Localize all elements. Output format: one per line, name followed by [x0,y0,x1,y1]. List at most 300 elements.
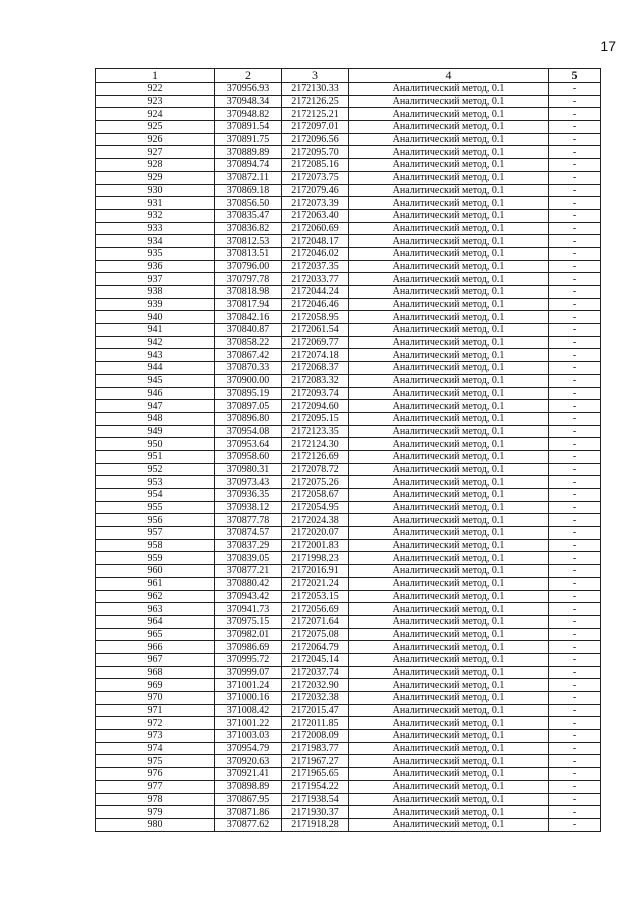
cell-y-coordinate: 2172015.47 [282,704,349,717]
cell-method: Аналитический метод, 0.1 [349,780,549,793]
cell-y-coordinate: 2172046.02 [282,247,349,260]
cell-point-number: 949 [96,425,215,438]
cell-x-coordinate: 370877.21 [215,565,282,578]
cell-point-number: 956 [96,514,215,527]
cell-point-number: 938 [96,286,215,299]
cell-point-number: 953 [96,476,215,489]
cell-x-coordinate: 370954.08 [215,425,282,438]
cell-note: - [549,565,601,578]
cell-point-number: 943 [96,349,215,362]
cell-y-coordinate: 2172123.35 [282,425,349,438]
table-row [96,539,601,552]
header-col-4: 4 [349,69,549,83]
cell-point-number: 951 [96,450,215,463]
cell-note: - [549,742,601,755]
header-col-1: 1 [96,69,215,83]
table-row [96,235,601,248]
cell-method: Аналитический метод, 0.1 [349,108,549,121]
table-row [96,666,601,679]
table-row [96,425,601,438]
cell-y-coordinate: 2172073.39 [282,197,349,210]
cell-point-number: 931 [96,197,215,210]
cell-y-coordinate: 2171954.22 [282,780,349,793]
table-row [96,311,601,324]
cell-y-coordinate: 2172063.40 [282,209,349,222]
table-row [96,463,601,476]
cell-note: - [549,235,601,248]
cell-note: - [549,539,601,552]
cell-y-coordinate: 2172048.17 [282,235,349,248]
cell-y-coordinate: 2172093.74 [282,387,349,400]
cell-point-number: 927 [96,146,215,159]
coordinates-table [95,68,601,832]
cell-method: Аналитический метод, 0.1 [349,527,549,540]
table-row [96,489,601,502]
table-row [96,324,601,337]
cell-note: - [549,730,601,743]
cell-x-coordinate: 370867.95 [215,793,282,806]
cell-point-number: 930 [96,184,215,197]
cell-method: Аналитический метод, 0.1 [349,222,549,235]
cell-method: Аналитический метод, 0.1 [349,425,549,438]
table-row [96,222,601,235]
table-row [96,742,601,755]
cell-note: - [549,653,601,666]
cell-note: - [549,425,601,438]
table-row [96,121,601,134]
table-row [96,209,601,222]
cell-point-number: 935 [96,247,215,260]
cell-x-coordinate: 370813.51 [215,247,282,260]
cell-y-coordinate: 2172075.08 [282,628,349,641]
cell-point-number: 979 [96,806,215,819]
cell-y-coordinate: 2172032.38 [282,692,349,705]
cell-y-coordinate: 2172079.46 [282,184,349,197]
cell-x-coordinate: 370870.33 [215,362,282,375]
cell-note: - [549,679,601,692]
cell-y-coordinate: 2172053.15 [282,590,349,603]
cell-method: Аналитический метод, 0.1 [349,95,549,108]
cell-note: - [549,349,601,362]
table-row [96,412,601,425]
cell-note: - [549,197,601,210]
cell-point-number: 945 [96,374,215,387]
cell-point-number: 940 [96,311,215,324]
cell-y-coordinate: 2172083.32 [282,374,349,387]
cell-method: Аналитический метод, 0.1 [349,539,549,552]
table-row [96,146,601,159]
cell-y-coordinate: 2172024.38 [282,514,349,527]
cell-method: Аналитический метод, 0.1 [349,653,549,666]
cell-x-coordinate: 370999.07 [215,666,282,679]
table-row [96,577,601,590]
cell-method: Аналитический метод, 0.1 [349,692,549,705]
table-row [96,818,601,831]
table-row [96,362,601,375]
cell-point-number: 942 [96,336,215,349]
cell-y-coordinate: 2172046.46 [282,298,349,311]
cell-y-coordinate: 2172097.01 [282,121,349,134]
cell-method: Аналитический метод, 0.1 [349,171,549,184]
cell-method: Аналитический метод, 0.1 [349,628,549,641]
cell-x-coordinate: 370896.80 [215,412,282,425]
cell-x-coordinate: 370869.18 [215,184,282,197]
cell-method: Аналитический метод, 0.1 [349,298,549,311]
cell-point-number: 958 [96,539,215,552]
cell-point-number: 954 [96,489,215,502]
cell-note: - [549,692,601,705]
cell-x-coordinate: 370900.00 [215,374,282,387]
cell-point-number: 960 [96,565,215,578]
cell-method: Аналитический метод, 0.1 [349,450,549,463]
cell-note: - [549,806,601,819]
cell-x-coordinate: 370839.05 [215,552,282,565]
cell-method: Аналитический метод, 0.1 [349,463,549,476]
cell-note: - [549,463,601,476]
cell-x-coordinate: 370973.43 [215,476,282,489]
cell-y-coordinate: 2171930.37 [282,806,349,819]
header-col-5: 5 [549,69,601,83]
cell-method: Аналитический метод, 0.1 [349,793,549,806]
table-row [96,653,601,666]
cell-note: - [549,247,601,260]
cell-y-coordinate: 2172008.09 [282,730,349,743]
table-row [96,387,601,400]
cell-point-number: 978 [96,793,215,806]
cell-x-coordinate: 370874.57 [215,527,282,540]
cell-method: Аналитический метод, 0.1 [349,489,549,502]
cell-y-coordinate: 2172130.33 [282,83,349,96]
cell-point-number: 976 [96,768,215,781]
cell-point-number: 963 [96,603,215,616]
cell-point-number: 928 [96,159,215,172]
cell-note: - [549,387,601,400]
table-row [96,83,601,96]
cell-y-coordinate: 2172001.83 [282,539,349,552]
table-row [96,374,601,387]
table-row [96,197,601,210]
cell-y-coordinate: 2172078.72 [282,463,349,476]
cell-y-coordinate: 2171983.77 [282,742,349,755]
cell-x-coordinate: 371001.24 [215,679,282,692]
cell-method: Аналитический метод, 0.1 [349,514,549,527]
table-row [96,615,601,628]
cell-note: - [549,222,601,235]
table-row [96,95,601,108]
cell-point-number: 965 [96,628,215,641]
cell-note: - [549,311,601,324]
cell-note: - [549,628,601,641]
cell-y-coordinate: 2172021.24 [282,577,349,590]
cell-method: Аналитический метод, 0.1 [349,247,549,260]
table-row [96,108,601,121]
cell-point-number: 968 [96,666,215,679]
table-row [96,501,601,514]
cell-method: Аналитический метод, 0.1 [349,818,549,831]
cell-y-coordinate: 2172068.37 [282,362,349,375]
cell-y-coordinate: 2172085.16 [282,159,349,172]
cell-x-coordinate: 370897.05 [215,400,282,413]
cell-point-number: 970 [96,692,215,705]
cell-method: Аналитический метод, 0.1 [349,83,549,96]
cell-method: Аналитический метод, 0.1 [349,704,549,717]
cell-point-number: 934 [96,235,215,248]
cell-point-number: 950 [96,438,215,451]
cell-x-coordinate: 371003.03 [215,730,282,743]
table-row [96,184,601,197]
cell-y-coordinate: 2172045.14 [282,653,349,666]
cell-method: Аналитический метод, 0.1 [349,615,549,628]
table-body [96,83,601,832]
cell-x-coordinate: 370840.87 [215,324,282,337]
cell-x-coordinate: 370894.74 [215,159,282,172]
cell-x-coordinate: 370975.15 [215,615,282,628]
cell-method: Аналитический метод, 0.1 [349,730,549,743]
cell-x-coordinate: 370948.82 [215,108,282,121]
cell-x-coordinate: 370812.53 [215,235,282,248]
table-row [96,514,601,527]
cell-x-coordinate: 370837.29 [215,539,282,552]
cell-point-number: 923 [96,95,215,108]
cell-point-number: 971 [96,704,215,717]
cell-y-coordinate: 2172060.69 [282,222,349,235]
cell-note: - [549,146,601,159]
cell-x-coordinate: 370880.42 [215,577,282,590]
cell-method: Аналитический метод, 0.1 [349,260,549,273]
cell-method: Аналитический метод, 0.1 [349,806,549,819]
cell-note: - [549,209,601,222]
cell-method: Аналитический метод, 0.1 [349,438,549,451]
cell-y-coordinate: 2172037.74 [282,666,349,679]
cell-x-coordinate: 370797.78 [215,273,282,286]
cell-note: - [549,450,601,463]
cell-note: - [549,95,601,108]
cell-x-coordinate: 370877.62 [215,818,282,831]
cell-point-number: 941 [96,324,215,337]
cell-method: Аналитический метод, 0.1 [349,590,549,603]
cell-y-coordinate: 2172056.69 [282,603,349,616]
cell-method: Аналитический метод, 0.1 [349,362,549,375]
cell-point-number: 925 [96,121,215,134]
cell-point-number: 959 [96,552,215,565]
cell-note: - [549,780,601,793]
cell-x-coordinate: 371008.42 [215,704,282,717]
cell-note: - [549,666,601,679]
cell-point-number: 936 [96,260,215,273]
cell-y-coordinate: 2172095.70 [282,146,349,159]
cell-note: - [549,171,601,184]
cell-point-number: 957 [96,527,215,540]
cell-point-number: 964 [96,615,215,628]
cell-x-coordinate: 371001.22 [215,717,282,730]
cell-point-number: 946 [96,387,215,400]
table-row [96,768,601,781]
cell-y-coordinate: 2172058.67 [282,489,349,502]
table-row [96,400,601,413]
cell-x-coordinate: 370871.86 [215,806,282,819]
cell-point-number: 980 [96,818,215,831]
cell-point-number: 937 [96,273,215,286]
cell-x-coordinate: 370956.93 [215,83,282,96]
cell-point-number: 939 [96,298,215,311]
table-row [96,527,601,540]
cell-x-coordinate: 370986.69 [215,641,282,654]
cell-x-coordinate: 370958.60 [215,450,282,463]
cell-y-coordinate: 2171918.28 [282,818,349,831]
cell-x-coordinate: 370938.12 [215,501,282,514]
cell-y-coordinate: 2172073.75 [282,171,349,184]
cell-note: - [549,717,601,730]
cell-note: - [549,818,601,831]
cell-x-coordinate: 370920.63 [215,755,282,768]
cell-method: Аналитический метод, 0.1 [349,603,549,616]
cell-x-coordinate: 370895.19 [215,387,282,400]
cell-note: - [549,412,601,425]
table-row [96,590,601,603]
cell-note: - [549,273,601,286]
cell-y-coordinate: 2172071.64 [282,615,349,628]
cell-note: - [549,641,601,654]
cell-point-number: 948 [96,412,215,425]
cell-method: Аналитический метод, 0.1 [349,159,549,172]
cell-x-coordinate: 370948.34 [215,95,282,108]
cell-note: - [549,121,601,134]
table-row [96,704,601,717]
cell-point-number: 967 [96,653,215,666]
table-row [96,349,601,362]
cell-point-number: 969 [96,679,215,692]
table-row [96,565,601,578]
cell-point-number: 933 [96,222,215,235]
cell-note: - [549,83,601,96]
cell-method: Аналитический метод, 0.1 [349,476,549,489]
cell-x-coordinate: 370858.22 [215,336,282,349]
cell-x-coordinate: 370921.41 [215,768,282,781]
cell-method: Аналитический метод, 0.1 [349,209,549,222]
cell-x-coordinate: 370872.11 [215,171,282,184]
cell-x-coordinate: 370856.50 [215,197,282,210]
cell-method: Аналитический метод, 0.1 [349,717,549,730]
cell-x-coordinate: 370835.47 [215,209,282,222]
cell-method: Аналитический метод, 0.1 [349,501,549,514]
table-row [96,717,601,730]
cell-x-coordinate: 370954.79 [215,742,282,755]
table-row [96,730,601,743]
cell-x-coordinate: 370995.72 [215,653,282,666]
cell-x-coordinate: 370817.94 [215,298,282,311]
table-row [96,336,601,349]
header-col-2: 2 [215,69,282,83]
cell-x-coordinate: 371000.16 [215,692,282,705]
cell-y-coordinate: 2172061.54 [282,324,349,337]
cell-x-coordinate: 370842.16 [215,311,282,324]
table-row [96,692,601,705]
cell-y-coordinate: 2172074.18 [282,349,349,362]
table-row [96,247,601,260]
cell-method: Аналитический метод, 0.1 [349,400,549,413]
table-row [96,450,601,463]
cell-point-number: 932 [96,209,215,222]
cell-x-coordinate: 370877.78 [215,514,282,527]
cell-y-coordinate: 2171965.65 [282,768,349,781]
cell-method: Аналитический метод, 0.1 [349,565,549,578]
cell-note: - [549,184,601,197]
cell-note: - [549,159,601,172]
cell-y-coordinate: 2172075.26 [282,476,349,489]
cell-y-coordinate: 2172037.35 [282,260,349,273]
cell-method: Аналитический метод, 0.1 [349,121,549,134]
table-row [96,159,601,172]
cell-method: Аналитический метод, 0.1 [349,273,549,286]
cell-note: - [549,527,601,540]
cell-note: - [549,400,601,413]
cell-y-coordinate: 2172064.79 [282,641,349,654]
cell-point-number: 922 [96,83,215,96]
cell-note: - [549,552,601,565]
table-row [96,171,601,184]
cell-x-coordinate: 370818.98 [215,286,282,299]
cell-y-coordinate: 2172054.95 [282,501,349,514]
table-row [96,438,601,451]
cell-note: - [549,489,601,502]
cell-note: - [549,133,601,146]
table-row [96,793,601,806]
cell-method: Аналитический метод, 0.1 [349,349,549,362]
cell-point-number: 962 [96,590,215,603]
cell-y-coordinate: 2172094.60 [282,400,349,413]
cell-note: - [549,374,601,387]
table-row [96,133,601,146]
cell-point-number: 952 [96,463,215,476]
cell-y-coordinate: 2172069.77 [282,336,349,349]
cell-x-coordinate: 370898.89 [215,780,282,793]
cell-y-coordinate: 2172125.21 [282,108,349,121]
cell-method: Аналитический метод, 0.1 [349,374,549,387]
table-row [96,641,601,654]
cell-x-coordinate: 370941.73 [215,603,282,616]
cell-x-coordinate: 370936.35 [215,489,282,502]
table-row [96,476,601,489]
cell-note: - [549,501,601,514]
cell-method: Аналитический метод, 0.1 [349,387,549,400]
cell-note: - [549,603,601,616]
cell-x-coordinate: 370891.54 [215,121,282,134]
cell-y-coordinate: 2172011.85 [282,717,349,730]
cell-note: - [549,108,601,121]
cell-y-coordinate: 2172020.07 [282,527,349,540]
cell-method: Аналитический метод, 0.1 [349,336,549,349]
cell-method: Аналитический метод, 0.1 [349,324,549,337]
cell-x-coordinate: 370889.89 [215,146,282,159]
table-row [96,298,601,311]
cell-method: Аналитический метод, 0.1 [349,755,549,768]
cell-note: - [549,438,601,451]
cell-y-coordinate: 2171967.27 [282,755,349,768]
cell-x-coordinate: 370836.82 [215,222,282,235]
cell-point-number: 926 [96,133,215,146]
cell-note: - [549,260,601,273]
cell-method: Аналитический метод, 0.1 [349,311,549,324]
cell-point-number: 972 [96,717,215,730]
cell-note: - [549,298,601,311]
cell-y-coordinate: 2172033.77 [282,273,349,286]
cell-point-number: 966 [96,641,215,654]
cell-y-coordinate: 2172126.69 [282,450,349,463]
cell-note: - [549,336,601,349]
table-header-row [96,69,601,83]
table-row [96,755,601,768]
cell-y-coordinate: 2171998.23 [282,552,349,565]
